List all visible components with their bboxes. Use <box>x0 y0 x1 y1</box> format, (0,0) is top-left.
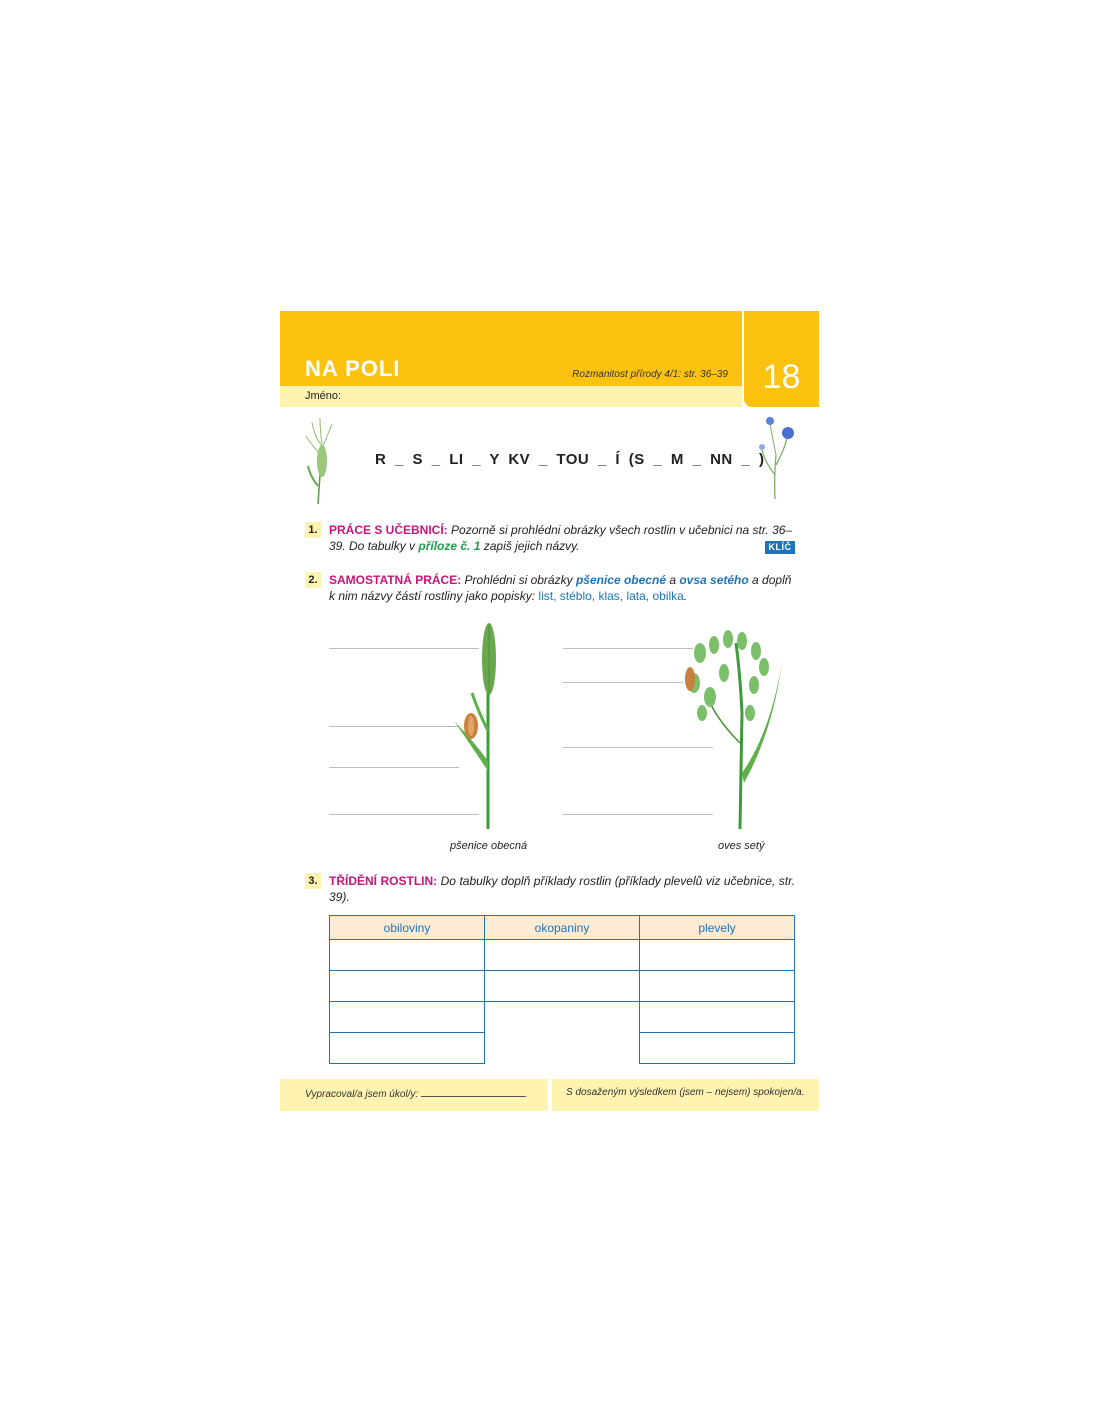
cornflower-icon <box>750 415 800 501</box>
task-1-appendix: příloze č. 1 <box>418 539 481 553</box>
footer-completed-label: Vypracoval/a jsem úkol/y: <box>305 1089 421 1100</box>
task-3-heading: TŘÍDĚNÍ ROSTLIN: <box>329 874 438 888</box>
worksheet-number: 18 <box>762 358 801 396</box>
textbook-reference: Rozmanitost přírody 4/1: str. 36–39 <box>572 369 728 380</box>
task-3-text <box>329 873 795 905</box>
column-header-root-crops: okopaniny <box>485 916 640 940</box>
oat-illustration <box>680 623 790 831</box>
table-row <box>330 940 795 971</box>
task-2-plant-oat: ovsa setého <box>679 573 749 587</box>
column-header-cereals: obiloviny <box>330 916 485 940</box>
table-empty-cell <box>485 1033 640 1064</box>
task-2-label-list: list, stéblo, klas, lata, obilka <box>538 589 684 603</box>
footer-completed-blank[interactable] <box>421 1087 525 1097</box>
footer-satisfaction-text: S dosaženým výsledkem (jsem – nejsem) spokojen/a. <box>566 1087 805 1098</box>
barley-ear-icon <box>300 416 340 506</box>
table-cell[interactable] <box>330 1033 485 1064</box>
table-cell[interactable] <box>640 1033 795 1064</box>
footer-completed-period: . <box>524 1089 528 1100</box>
key-badge[interactable]: KLÍČ <box>765 541 795 554</box>
oat-label-line-2[interactable] <box>563 682 683 683</box>
task-1-number: 1. <box>305 522 321 538</box>
name-label: Jméno: <box>305 390 342 402</box>
table-cell[interactable] <box>330 940 485 971</box>
task-2-number: 2. <box>305 572 321 588</box>
footer-satisfaction-box <box>552 1079 819 1111</box>
table-cell[interactable] <box>640 940 795 971</box>
caption-wheat: pšenice obecná <box>450 840 528 852</box>
footer-completed-text <box>305 1087 528 1100</box>
name-bar[interactable] <box>280 386 742 407</box>
table-cell[interactable] <box>485 940 640 971</box>
caption-oat: oves setý <box>718 840 765 852</box>
page-title: NA POLI <box>305 356 401 381</box>
table-cell[interactable] <box>485 971 640 1002</box>
wheat-illustration <box>448 621 508 831</box>
task-3-number: 3. <box>305 873 321 889</box>
worksheet-page <box>280 311 819 1111</box>
worksheet-number-box <box>744 311 819 407</box>
task-2-heading: SAMOSTATNÁ PRÁCE: <box>329 573 462 587</box>
task-2-text <box>329 572 795 604</box>
task-1-instruction-b: zapiš jejich názvy. <box>480 539 580 553</box>
task-2-instruction-a: Prohlédni si obrázky <box>461 573 576 587</box>
task-1-text <box>329 522 795 554</box>
table-cell[interactable] <box>330 971 485 1002</box>
wheat-label-line-2[interactable] <box>329 726 459 727</box>
task-1-instruction-a: Pozorně si prohlédni obrázky všech rostlin v učebnici na str. 36–39. Do tabulky v <box>329 523 793 553</box>
footer-completed-box <box>280 1079 548 1111</box>
table-header-row <box>330 916 795 940</box>
classification-table <box>329 915 795 1064</box>
table-cell[interactable] <box>640 971 795 1002</box>
header-bar <box>280 311 742 386</box>
table-empty-cell <box>485 1002 640 1033</box>
task-1-heading: PRÁCE S UČEBNICÍ: <box>329 523 448 537</box>
task-2-instruction-b: a <box>666 573 680 587</box>
column-header-weeds: plevely <box>640 916 795 940</box>
table-row <box>330 1002 795 1033</box>
word-puzzle: R _ S _ LI _ Y KV _ TOU _ Í (S _ M _ NN _ ) <box>375 451 765 468</box>
table-cell[interactable] <box>640 1002 795 1033</box>
oat-label-line-1[interactable] <box>563 648 693 649</box>
table-row <box>330 1033 795 1064</box>
task-2-instruction-d: . <box>683 589 688 603</box>
task-3-instruction: Do tabulky doplň příklady rostlin (příklady plevelů viz učebnice, str. 39). <box>329 874 795 904</box>
table-row <box>330 971 795 1002</box>
task-2-instruction-c: a doplň k nim názvy částí rostliny jako popisky: <box>329 573 792 603</box>
table-cell[interactable] <box>330 1002 485 1033</box>
task-2-plant-wheat: pšenice obecné <box>575 573 666 587</box>
wheat-label-line-3[interactable] <box>329 767 459 768</box>
